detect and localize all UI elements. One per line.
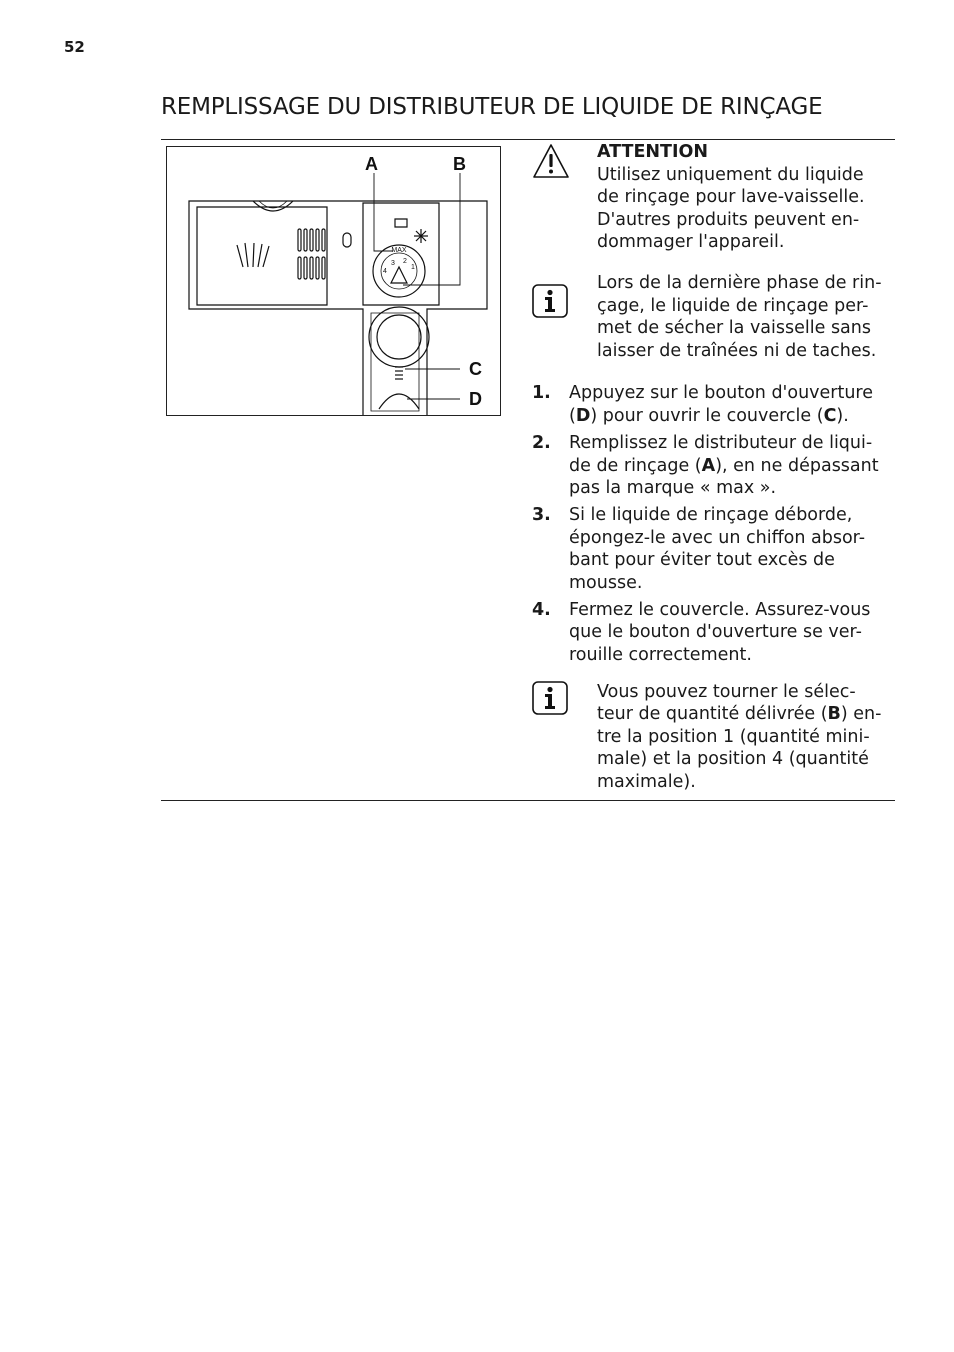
warning-triangle-icon (532, 143, 570, 186)
figure-label-d: D (469, 389, 482, 409)
level-indicator-window (343, 233, 351, 247)
step-text-part: Appuyez sur le bouton d'ouverture ( (569, 383, 874, 426)
section-title: REMPLISSAGE DU DISTRIBUTEUR DE LIQUIDE DE RINÇAGE (161, 94, 823, 120)
top-rule (161, 139, 895, 140)
info-icon (532, 284, 568, 325)
info-note-drying (530, 272, 890, 362)
step-text: Fermez le couvercle. Assurez-vous que le bouton d'ouverture se ver-rouille correctement. (569, 599, 871, 666)
step-text-part: ). (836, 405, 849, 426)
fill-cap-symbol (395, 219, 407, 227)
detergent-symbol (237, 243, 269, 267)
note-ref-label: B (827, 704, 841, 725)
step-text-part: ), en ne dépassant pas la marque « max ». (569, 455, 879, 499)
lid-inner-ring (377, 315, 421, 359)
open-button (379, 394, 419, 409)
step-text-part: Remplissez le distributeur de liqui-de de rinçage ( (569, 432, 873, 476)
warning-title: ATTENTION (597, 142, 709, 162)
step-ref-label: A (701, 455, 716, 476)
info-note-dosage-text (597, 681, 890, 794)
dispenser-illustration (167, 147, 500, 415)
step-item-4 (530, 599, 890, 667)
step-item-3 (530, 504, 890, 594)
note-text-part: Vous pouvez tourner le sélec-teur de quantité délivrée ( (597, 681, 856, 725)
step-number: 2. (532, 432, 551, 453)
dial-number-4: 4 (383, 268, 387, 275)
dial-number-1: 1 (411, 264, 415, 271)
tablet-symbol (298, 229, 325, 279)
dispenser-panel-outline (189, 201, 487, 415)
step-text: Si le liquide de rinçage déborde, épongez-le avec un chiffon absor-bant pour éviter tout excès de mousse. (569, 505, 866, 593)
steps-list (530, 382, 890, 666)
step-item-1 (530, 382, 890, 427)
step-text (569, 383, 873, 426)
step-ref-label: D (575, 405, 591, 426)
warning-text: Utilisez uniquement du liquide de rinçage pour lave-vaisselle. D'autres produits peuvent en-dommager l'appareil. (597, 164, 865, 253)
open-button-housing (371, 313, 419, 411)
dispenser-figure (166, 146, 501, 416)
dial-number-3: 3 (391, 260, 395, 267)
step-text-part: ) pour ouvrir le couvercle ( (590, 405, 824, 426)
info-icon (532, 681, 568, 722)
instructions-column (530, 141, 890, 794)
lid-outer-ring (369, 307, 429, 367)
warning-note (530, 141, 890, 254)
step-text (569, 433, 879, 498)
bottom-rule (161, 800, 895, 801)
detergent-compartment (197, 207, 327, 305)
step-number: 3. (532, 505, 551, 526)
dial-pointer (391, 267, 407, 283)
figure-label-a: A (365, 154, 378, 174)
step-ref-label: C (823, 405, 837, 426)
page-number: 52 (64, 38, 85, 56)
step-number: 1. (532, 383, 551, 404)
dial-max-text: MAX (391, 247, 407, 254)
info-note-drying-text: Lors de la dernière phase de rin-çage, le liquide de rinçage per-met de sécher la vaisselle sans laisser de traînées ni de taches. (597, 272, 882, 361)
info-note-dosage (530, 681, 890, 794)
step-item-2 (530, 432, 890, 500)
rinse-aid-sparkle-icon (414, 229, 428, 243)
figure-label-c: C (469, 359, 482, 379)
note-text-part: ) en-tre la position 1 (quantité mini-male) et la position 4 (quantité maximale). (597, 704, 882, 793)
lid-latch-spring (395, 367, 403, 379)
leader-line-a (374, 173, 393, 251)
top-notch (253, 201, 293, 211)
dial-number-2: 2 (403, 258, 407, 265)
step-number: 4. (532, 599, 551, 620)
figure-label-b: B (453, 154, 466, 174)
